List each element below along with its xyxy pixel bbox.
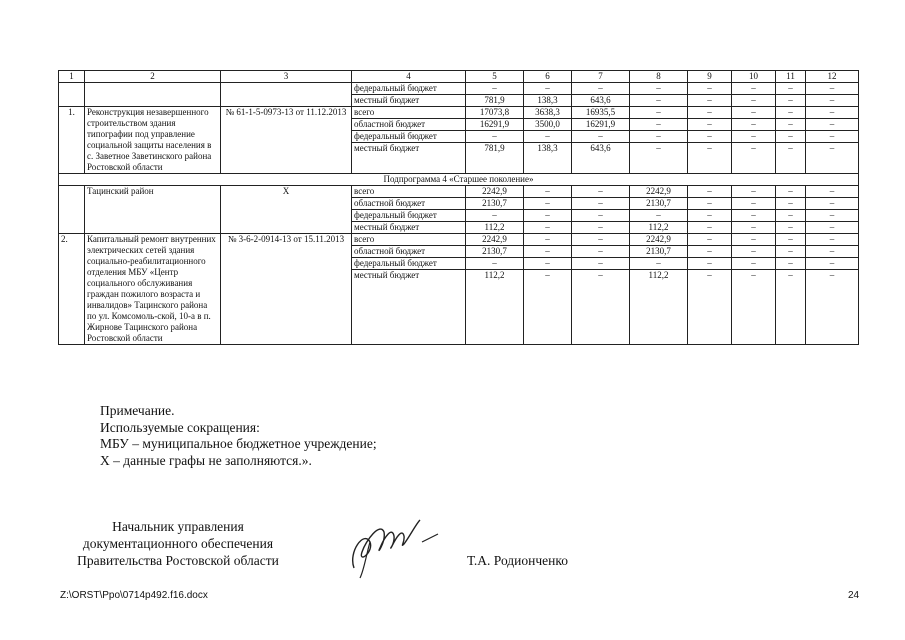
value-cell: – <box>829 222 835 232</box>
value-cell: – <box>630 119 687 131</box>
value-cell: 112,2 <box>484 222 505 232</box>
value-cell: – <box>806 246 858 258</box>
value-cell: – <box>545 270 550 280</box>
project-row <box>59 234 859 345</box>
value-cell: – <box>806 210 858 222</box>
value-cell: 781,9 <box>484 143 505 153</box>
value-cell: 2130,7 <box>630 198 687 210</box>
project-name: Реконструкция незавершенного строительством здания типографии под управление социальной защиты населения в с. Заветное Заветинского района Ростовской области <box>85 107 221 174</box>
value-cell: 138,3 <box>537 143 558 153</box>
value-cell: – <box>806 198 858 210</box>
handwritten-signature <box>340 512 450 582</box>
value-cell: – <box>776 234 805 246</box>
value-cell: – <box>656 95 661 105</box>
value-cell: – <box>524 246 571 258</box>
value-cell: 138,3 <box>537 95 558 105</box>
value-cell: – <box>751 222 756 232</box>
value-cell: – <box>776 119 805 131</box>
value-cell: – <box>751 143 756 153</box>
value-cell: – <box>776 198 805 210</box>
value-cell: – <box>656 143 661 153</box>
value-cell: – <box>776 246 805 258</box>
value-cell: – <box>688 186 731 198</box>
value-cell: 2242,9 <box>466 186 523 198</box>
value-cell: – <box>598 222 603 232</box>
source-label: местный бюджет <box>354 222 420 232</box>
district-name: Тацинский район <box>85 186 221 234</box>
header-cell: 11 <box>776 71 806 83</box>
value-cell: – <box>466 258 523 270</box>
value-cell: – <box>732 198 775 210</box>
value-cell: – <box>524 210 571 222</box>
project-document: № 3-6-2-0914-13 от 15.11.2013 <box>221 234 352 345</box>
value-cell: – <box>688 107 731 119</box>
source-label: федеральный бюджет <box>352 210 465 222</box>
value-cell: – <box>572 131 629 143</box>
value-cell: 2130,7 <box>630 246 687 258</box>
value-cell: – <box>524 83 571 95</box>
value-cell: – <box>776 210 805 222</box>
value-cell: – <box>732 119 775 131</box>
value-cell: 2130,7 <box>466 198 523 210</box>
header-cell: 8 <box>630 71 688 83</box>
source-label: всего <box>352 234 465 246</box>
file-path: Z:\ORST\Ppo\0714p492.f16.docx <box>60 590 208 601</box>
value-cell: 17073,8 <box>466 107 523 119</box>
value-cell: – <box>806 186 858 198</box>
value-cell: – <box>829 270 835 280</box>
subprogram-row <box>59 174 859 186</box>
value-cell: – <box>751 95 756 105</box>
header-row <box>59 71 859 83</box>
value-cell: – <box>776 186 805 198</box>
note-heading: Примечание. <box>100 403 175 418</box>
value-cell: – <box>572 210 629 222</box>
value-cell: 2242,9 <box>630 234 687 246</box>
project-document: № 61-1-5-0973-13 от 11.12.2013 <box>221 107 352 174</box>
source-label: местный бюджет <box>354 270 420 280</box>
value-cell: 643,6 <box>590 95 611 105</box>
value-cell: – <box>545 222 550 232</box>
district-document: Х <box>221 186 352 234</box>
value-cell: – <box>524 186 571 198</box>
value-cell: – <box>524 131 571 143</box>
value-cell: – <box>524 198 571 210</box>
value-cell: – <box>829 95 835 105</box>
empty-cell <box>59 83 85 107</box>
value-cell: 16291,9 <box>572 119 629 131</box>
value-cell: – <box>572 234 629 246</box>
header-cell: 4 <box>352 71 466 83</box>
value-cell: 3638,3 <box>524 107 571 119</box>
value-cell: – <box>688 198 731 210</box>
source-label: областной бюджет <box>352 119 465 131</box>
note-block <box>100 403 377 469</box>
source-label: федеральный бюджет <box>352 131 465 143</box>
value-cell: – <box>707 143 712 153</box>
value-cell: 3500,0 <box>524 119 571 131</box>
value-cell: – <box>598 270 603 280</box>
value-cell: – <box>688 131 731 143</box>
budget-table <box>58 70 859 345</box>
value-cell: – <box>707 95 712 105</box>
value-cell: – <box>688 119 731 131</box>
value-cell: – <box>776 107 805 119</box>
value-cell: – <box>732 246 775 258</box>
value-cell: – <box>776 258 805 270</box>
header-cell: 5 <box>466 71 524 83</box>
header-cell: 7 <box>572 71 630 83</box>
value-cell: – <box>806 258 858 270</box>
value-cell: – <box>732 131 775 143</box>
value-cell: 16935,5 <box>572 107 629 119</box>
empty-cell <box>221 83 352 107</box>
signatory-title-line: документационного обеспечения <box>82 536 274 551</box>
value-cell: 112,2 <box>484 270 505 280</box>
value-cell: 112,2 <box>648 270 669 280</box>
value-cell: – <box>630 258 687 270</box>
value-cell: – <box>688 258 731 270</box>
note-line: Х – данные графы не заполняются.». <box>100 452 312 468</box>
value-cell: – <box>572 246 629 258</box>
value-cell: – <box>732 234 775 246</box>
project-name: Капитальный ремонт внутренних электрических сетей здания социально-реабилитационного отделения МБУ «Центр социального обслуживания граждан пожилого возраста и инвалидов» Тацинского района по ул. Комсомоль-ской, 10-а в п. Жирнове Тацинского района Ростовской области <box>85 234 221 345</box>
value-cell: – <box>707 270 712 280</box>
value-cell: – <box>707 222 712 232</box>
value-cell: – <box>688 83 731 95</box>
value-cell: – <box>732 258 775 270</box>
signatory-title-line: Начальник управления <box>112 519 244 534</box>
source-label: федеральный бюджет <box>352 83 465 95</box>
value-cell: 643,6 <box>590 143 611 153</box>
source-label: областной бюджет <box>352 246 465 258</box>
empty-cell <box>85 83 221 107</box>
value-cell: – <box>572 198 629 210</box>
value-cell: – <box>806 83 858 95</box>
value-cell: – <box>776 83 805 95</box>
value-cell: 2130,7 <box>466 246 523 258</box>
header-cell: 12 <box>806 71 859 83</box>
district-row <box>59 186 859 234</box>
signatory-title-line: Правительства Ростовской области <box>77 553 279 568</box>
continued-rows <box>59 83 859 107</box>
row-number: 2. <box>59 234 85 345</box>
value-cell: – <box>630 131 687 143</box>
value-cell: 781,9 <box>484 95 505 105</box>
project-row <box>59 107 859 174</box>
value-cell: – <box>829 143 835 153</box>
row-number: 1. <box>59 107 85 174</box>
source-label: федеральный бюджет <box>352 258 465 270</box>
value-cell: – <box>788 222 793 232</box>
header-cell: 6 <box>524 71 572 83</box>
value-cell: – <box>732 210 775 222</box>
value-cell: – <box>466 131 523 143</box>
value-cell: – <box>732 107 775 119</box>
value-cell: – <box>630 210 687 222</box>
value-cell: – <box>524 258 571 270</box>
value-cell: – <box>466 210 523 222</box>
value-cell: 2242,9 <box>630 186 687 198</box>
page-number: 24 <box>848 590 860 601</box>
value-cell: – <box>524 234 571 246</box>
subprogram-title: Подпрограмма 4 «Старшее поколение» <box>59 174 859 186</box>
value-cell: 112,2 <box>648 222 669 232</box>
source-label: всего <box>352 107 465 119</box>
value-cell: – <box>788 95 793 105</box>
source-label: всего <box>352 186 465 198</box>
value-cell: – <box>630 83 687 95</box>
source-label: местный бюджет <box>354 95 420 105</box>
header-cell: 3 <box>221 71 352 83</box>
value-cell: – <box>572 186 629 198</box>
value-cell: 2242,9 <box>466 234 523 246</box>
note-line: Используемые сокращения: <box>100 419 260 435</box>
value-cell: – <box>806 107 858 119</box>
value-cell: – <box>466 83 523 95</box>
source-label: областной бюджет <box>352 198 465 210</box>
value-cell: – <box>688 210 731 222</box>
header-cell: 10 <box>732 71 776 83</box>
value-cell: – <box>806 119 858 131</box>
signatory-title <box>58 518 298 569</box>
value-cell: – <box>751 270 756 280</box>
header-cell: 9 <box>688 71 732 83</box>
value-cell: – <box>688 234 731 246</box>
note-line: МБУ – муниципальное бюджетное учреждение; <box>100 436 377 451</box>
source-label: местный бюджет <box>354 143 420 153</box>
value-cell: – <box>732 186 775 198</box>
header-cell: 2 <box>85 71 221 83</box>
empty-cell <box>59 186 85 234</box>
value-cell: – <box>788 270 793 280</box>
value-cell: – <box>806 131 858 143</box>
value-cell: – <box>732 83 775 95</box>
value-cell: – <box>688 246 731 258</box>
value-cell: – <box>572 83 629 95</box>
value-cell: – <box>806 234 858 246</box>
value-cell: – <box>776 131 805 143</box>
signatory-name: Т.А. Родионченко <box>467 553 568 568</box>
header-cell: 1 <box>59 71 85 83</box>
value-cell: 16291,9 <box>466 119 523 131</box>
value-cell: – <box>630 107 687 119</box>
value-cell: – <box>572 258 629 270</box>
value-cell: – <box>788 143 793 153</box>
